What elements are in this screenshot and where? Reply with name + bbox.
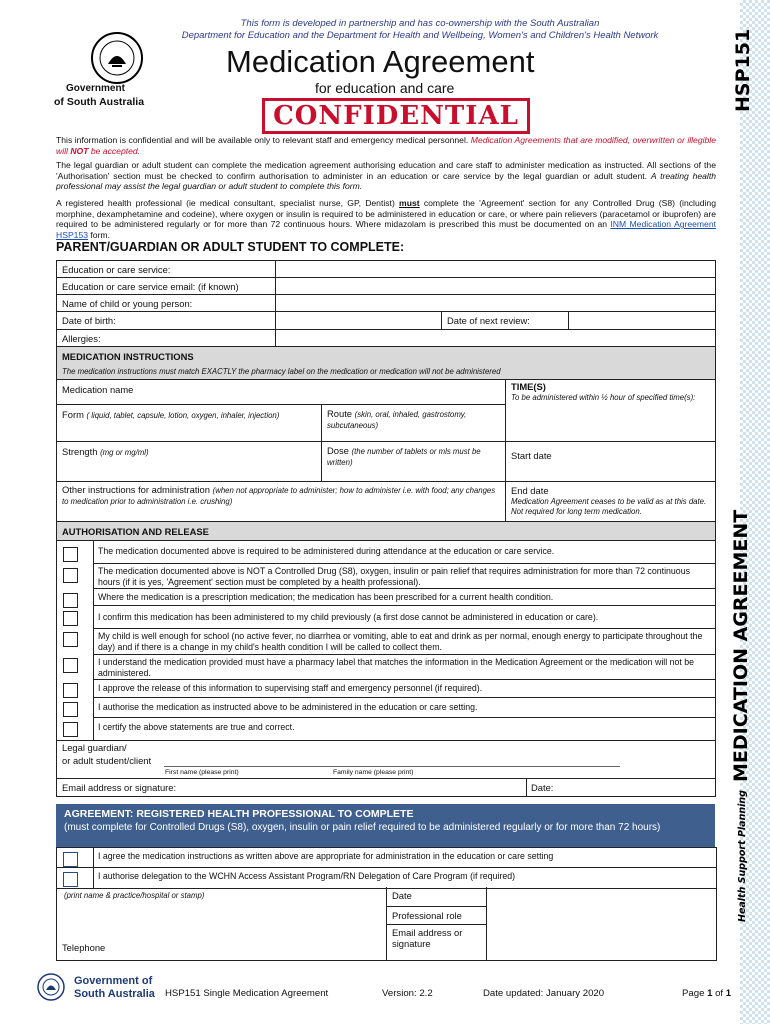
- medication-note: The medication instructions must match EXACTLY the pharmacy label on the medication or medication will not be administered: [62, 367, 501, 376]
- logo-line-2: of South Australia: [54, 96, 145, 108]
- telephone-label: Telephone: [62, 942, 106, 953]
- professional-email-field[interactable]: [488, 925, 714, 959]
- footer-version: Version: 2.2: [382, 988, 433, 999]
- other-instructions-label: Other instructions for administration (when not appropriate to administer; how to administer i.e. with food; any changes to medication prior to administration i.e. crushing): [62, 484, 496, 506]
- auth-item-6: I understand the medication provided must have a pharmacy label that matches the information in the Medication Agreement or the medication will not be administered.: [98, 657, 695, 678]
- form-label: Form ( liquid, tablet, capsule, lotion, oxygen, inhaler, injection): [62, 409, 280, 420]
- page-subtitle: for education and care: [315, 80, 455, 96]
- auth-item-2: The medication documented above is NOT a Controlled Drug (S8), oxygen, insulin or pain relief that requires administration for more than 72 continuous hours (if it is yes, 'Agreement' section must be completed by a health professional).: [98, 566, 690, 587]
- intro-paragraph-3: A registered health professional (ie medical consultant, specialist nurse, GP, Dentist) must complete the 'Agreement' section for any Controlled Drug (S8) (including morphine, dexamphetamine and codeine), where oxygen or insulin is required to be administered in education or care, or where pain relievers (paracetamol or ibuprofen) are required to be administered regularly or for more than 72 continuous hours. Where midazolam is prescribed this must be documented on an INM Medication Agreement HSP153 form.: [56, 198, 716, 240]
- auth-item-4: I confirm this medication has been administered to my child previously (a first dose cannot be administered in education or care).: [98, 612, 599, 622]
- partnership-note: [150, 18, 690, 42]
- medication-heading: MEDICATION INSTRUCTIONS: [62, 351, 194, 362]
- auth-checkbox-4[interactable]: [63, 611, 78, 626]
- footer-page-number: Page 1 of 1: [682, 988, 732, 999]
- auth-checkbox-1[interactable]: [63, 547, 78, 562]
- child-name-label: Name of child or young person:: [62, 298, 193, 309]
- professional-email-label: Email address or signature: [392, 927, 463, 949]
- start-date-label: Start date: [511, 450, 552, 461]
- guardian-label-1: Legal guardian/: [62, 742, 127, 753]
- auth-checkbox-2[interactable]: [63, 568, 78, 583]
- footer-document-name: HSP151 Single Medication Agreement: [165, 988, 329, 999]
- professional-date-label: Date: [392, 890, 412, 901]
- auth-checkbox-5[interactable]: [63, 632, 78, 647]
- first-name-caption: First name (please print): [165, 769, 239, 776]
- auth-checkbox-6[interactable]: [63, 658, 78, 673]
- guardian-family-name-field[interactable]: [333, 753, 620, 766]
- service-email-field[interactable]: [277, 278, 714, 293]
- agreement-checkbox-2[interactable]: [63, 872, 78, 887]
- guardian-label-2: or adult student/client: [62, 755, 152, 766]
- email-signature-label: Email address or signature:: [62, 782, 177, 793]
- inm-form-link[interactable]: INM Medication Agreement HSP153: [56, 219, 716, 240]
- professional-date-field[interactable]: [488, 888, 714, 905]
- footer-gov-line-2: South Australia: [74, 988, 155, 1000]
- education-service-label: Education or care service:: [62, 264, 171, 275]
- auth-item-9: I certify the above statements are true and correct.: [98, 722, 295, 732]
- service-email-label: Education or care service email: (if known): [62, 281, 239, 292]
- guardian-date-field[interactable]: [560, 779, 714, 795]
- crest-icon: [82, 30, 152, 86]
- guardian-date-label: Date:: [531, 782, 554, 793]
- auth-checkbox-8[interactable]: [63, 702, 78, 717]
- next-review-field[interactable]: [570, 312, 714, 328]
- professional-role-field[interactable]: [488, 907, 714, 923]
- family-name-caption: Family name (please print): [333, 769, 414, 776]
- dob-field[interactable]: [277, 312, 440, 328]
- footer-gov-line-1: Government of: [74, 975, 153, 987]
- route-label: Route (skin, oral, inhaled, gastrostomy, subcutaneous): [327, 408, 467, 430]
- agreement-heading: AGREEMENT: REGISTERED HEALTH PROFESSIONAL TO COMPLETE: [64, 808, 414, 820]
- footer-date-updated: Date updated: January 2020: [483, 988, 605, 999]
- allergies-label: Allergies:: [62, 333, 101, 344]
- end-date-note: Medication Agreement ceases to be valid as at this date. Not required for long term medication.: [511, 497, 707, 516]
- form-code: HSP151: [732, 28, 754, 112]
- auth-item-3: Where the medication is a prescription medication; the medication has been prescribed for a current health condition.: [98, 592, 554, 602]
- times-note: To be administered within ½ hour of specified time(s):: [511, 393, 696, 402]
- vertical-title: MEDICATION AGREEMENT: [730, 509, 752, 782]
- agreement-subheading: (must complete for Controlled Drugs (S8), oxygen, insulin or pain relief required to be administered regularly or for more than 72 hours): [64, 822, 661, 833]
- strength-label: Strength (mg or mg/ml): [62, 446, 149, 457]
- auth-item-5: My child is well enough for school (no active fever, no diarrhea or vomiting, able to eat and drink as per normal, enough energy to participate throughout the day) and if there is a change in my child's health condition I will be called to collect them.: [98, 631, 703, 652]
- agreement-checkbox-1[interactable]: [63, 852, 78, 867]
- professional-name-field[interactable]: [60, 904, 382, 936]
- print-name-label: (print name & practice/hospital or stamp): [64, 891, 205, 900]
- end-date-label: End date: [511, 485, 549, 496]
- partnership-line-2: Department for Education and the Department for Health and Wellbeing, Women's and Children's Health Network: [181, 30, 659, 41]
- dob-label: Date of birth:: [62, 315, 116, 326]
- footer-crest-icon: [36, 972, 66, 1002]
- authorisation-heading: AUTHORISATION AND RELEASE: [62, 526, 209, 537]
- auth-item-1: The medication documented above is required to be administered during attendance at the education or care service.: [98, 546, 555, 556]
- auth-item-7: I approve the release of this information to supervising staff and emergency personnel (if required).: [98, 683, 483, 693]
- child-name-field[interactable]: [277, 295, 714, 310]
- intro-paragraph-2: The legal guardian or adult student can complete the medication agreement authorising education and care staff to administer medication as instructed. All sections of the 'Authorisation' section must be checked to confirm authorisation to administer in an education or care service by the legal guardian or adult student. A treating health professional may assist the legal guardian or adult student to complete this form.: [56, 160, 716, 191]
- guardian-email-signature-field[interactable]: [200, 779, 525, 795]
- partnership-line-1: This form is developed in partnership and has co-ownership with the South Australian: [240, 18, 600, 29]
- auth-checkbox-7[interactable]: [63, 683, 78, 698]
- intro-paragraph-1: This information is confidential and will be available only to relevant staff and emergency medical personnel. Medication Agreements that are modified, overwritten or illegible will NOT be accepted.: [56, 135, 716, 156]
- times-label: TIME(S): [511, 381, 546, 392]
- education-service-field[interactable]: [277, 261, 714, 276]
- logo-line-1: Government: [66, 83, 125, 94]
- professional-role-label: Professional role: [392, 910, 462, 921]
- next-review-label: Date of next review:: [447, 315, 530, 326]
- government-logo: [54, 30, 170, 110]
- agreement-item-1: I agree the medication instructions as written above are appropriate for administration in the education or care setting: [98, 851, 554, 861]
- agreement-item-2: I authorise delegation to the WCHN Access Assistant Program/RN Delegation of Care Program (if required): [98, 871, 516, 881]
- allergies-field[interactable]: [277, 330, 714, 345]
- auth-checkbox-3[interactable]: [63, 593, 78, 608]
- confidential-stamp: CONFIDENTIAL: [262, 98, 530, 134]
- medication-name-label: Medication name: [62, 384, 134, 395]
- vertical-subtitle: Health Support Planning: [737, 790, 748, 922]
- guardian-first-name-field[interactable]: [164, 753, 324, 766]
- dose-label: Dose (the number of tablets or mls must be written): [327, 445, 481, 467]
- auth-item-8: I authorise the medication as instructed above to be administered in the education or care setting.: [98, 702, 478, 712]
- auth-checkbox-9[interactable]: [63, 722, 78, 737]
- footer-government-logo: [36, 972, 166, 1006]
- parent-section-heading: PARENT/GUARDIAN OR ADULT STUDENT TO COMPLETE:: [56, 240, 405, 254]
- page-title: Medication Agreement: [226, 44, 535, 79]
